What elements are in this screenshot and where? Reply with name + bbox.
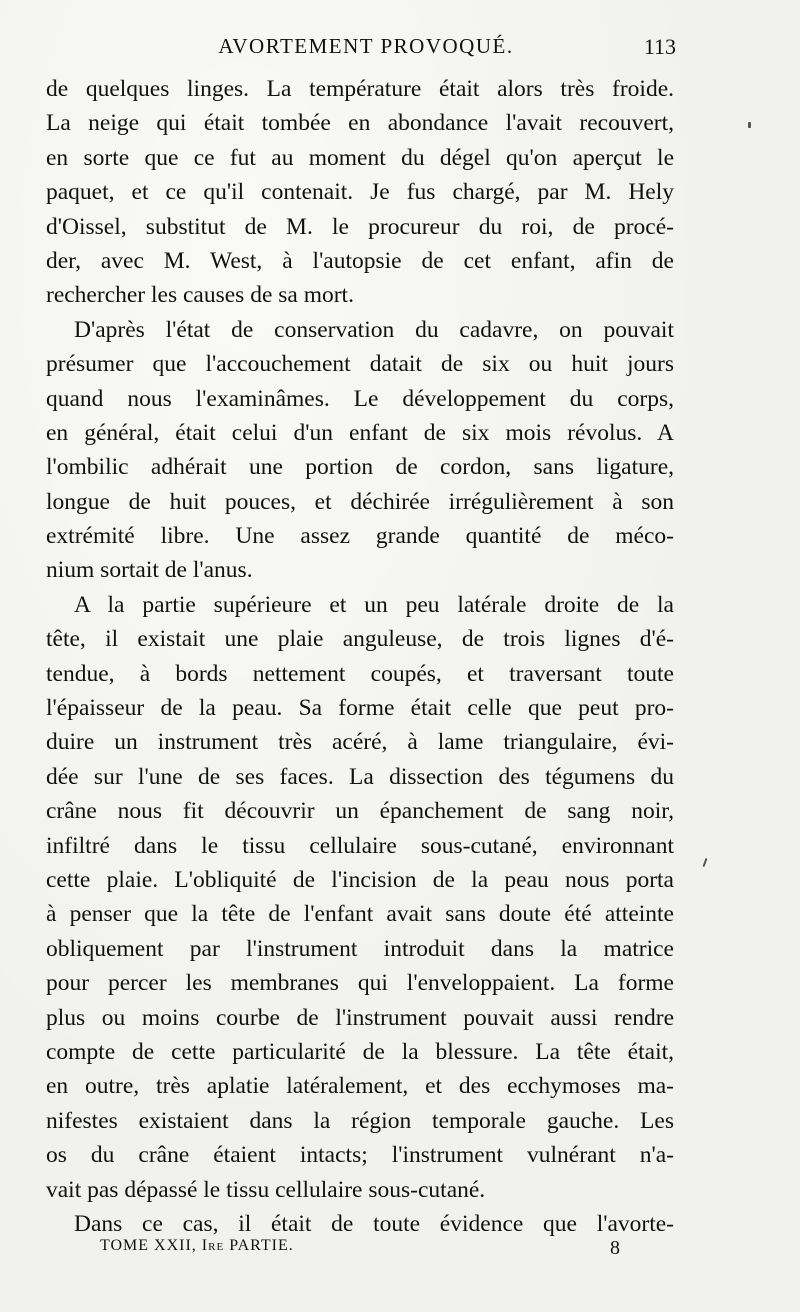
text-line: en outre, très aplatie latéralement, et des ecchymoses ma- — [46, 1073, 674, 1100]
running-head — [46, 34, 686, 64]
text-line: rechercher les causes de sa mort. — [46, 282, 354, 309]
text-line: extrémité libre. Une assez grande quantité de méco- — [46, 523, 674, 550]
text-line: compte de cette particularité de la blessure. La tête était, — [46, 1038, 674, 1065]
text-line: tendue, à bords nettement coupés, et traversant toute — [46, 660, 674, 687]
text-line: vait pas dépassé le tissu cellulaire sous-cutané. — [46, 1176, 486, 1203]
text-line: cette plaie. L'obliquité de l'incision de la peau nous porta — [46, 866, 674, 893]
text-line: duire un instrument très acéré, à lame triangulaire, évi- — [46, 729, 674, 756]
text-line: l'épaisseur de la peau. Sa forme était celle que peut pro- — [46, 695, 674, 722]
text-line: d'Oissel, substitut de M. le procureur du roi, de procé- — [46, 213, 674, 240]
text-line: D'après l'état de conservation du cadavre, on pouvait — [74, 316, 674, 343]
text-line: obliquement par l'instrument introduit dans la matrice — [46, 935, 674, 962]
body-text — [46, 72, 674, 1241]
signature-mark: TOME XXII, Ire PARTIE. — [100, 1237, 294, 1254]
text-line: os du crâne étaient intacts; l'instrument vulnérant n'a- — [46, 1142, 674, 1169]
text-line: La neige qui était tombée en abondance l'avait recouvert, — [46, 110, 674, 137]
text-line: nifestes existaient dans la région temporale gauche. Les — [46, 1107, 674, 1134]
text-line: à penser que la tête de l'enfant avait sans doute été atteinte — [46, 901, 674, 928]
page-footer — [100, 1237, 640, 1267]
text-line: quand nous l'examinâmes. Le développement du corps, — [46, 385, 674, 412]
text-line: A la partie supérieure et un peu latérale droite de la — [74, 591, 674, 618]
ink-speck — [748, 122, 751, 128]
text-line: crâne nous fit découvrir un épanchement de sang noir, — [46, 798, 674, 825]
text-line: longue de huit pouces, et déchirée irrégulièrement à son — [46, 488, 674, 515]
text-line: Dans ce cas, il était de toute évidence que l'avorte- — [74, 1210, 674, 1237]
text-line: en sorte que ce fut au moment du dégel qu'on aperçut le — [46, 144, 674, 171]
text-line: dée sur l'une de ses faces. La dissection des tégumens du — [46, 763, 674, 790]
page-number: 113 — [643, 34, 676, 59]
text-line: der, avec M. West, à l'autopsie de cet enfant, afin de — [46, 247, 674, 274]
text-line: plus ou moins courbe de l'instrument pouvait aussi rendre — [46, 1004, 674, 1031]
gathering-number: 8 — [610, 1237, 620, 1259]
running-title: AVORTEMENT PROVOQUÉ. — [218, 34, 514, 58]
ink-speck — [703, 858, 708, 867]
text-line: tête, il existait une plaie anguleuse, de trois lignes d'é- — [46, 626, 674, 653]
text-line: paquet, et ce qu'il contenait. Je fus chargé, par M. Hely — [46, 179, 674, 206]
text-line: nium sortait de l'anus. — [46, 557, 253, 584]
text-line: pour percer les membranes qui l'enveloppaient. La forme — [46, 970, 674, 997]
text-line: infiltré dans le tissu cellulaire sous-cutané, environnant — [46, 832, 674, 859]
text-line: en général, était celui d'un enfant de six mois révolus. A — [46, 419, 674, 446]
text-line: l'ombilic adhérait une portion de cordon, sans ligature, — [46, 454, 674, 481]
text-line: de quelques linges. La température était alors très froide. — [46, 76, 674, 102]
text-line: présumer que l'accouchement datait de six ou huit jours — [46, 351, 674, 378]
